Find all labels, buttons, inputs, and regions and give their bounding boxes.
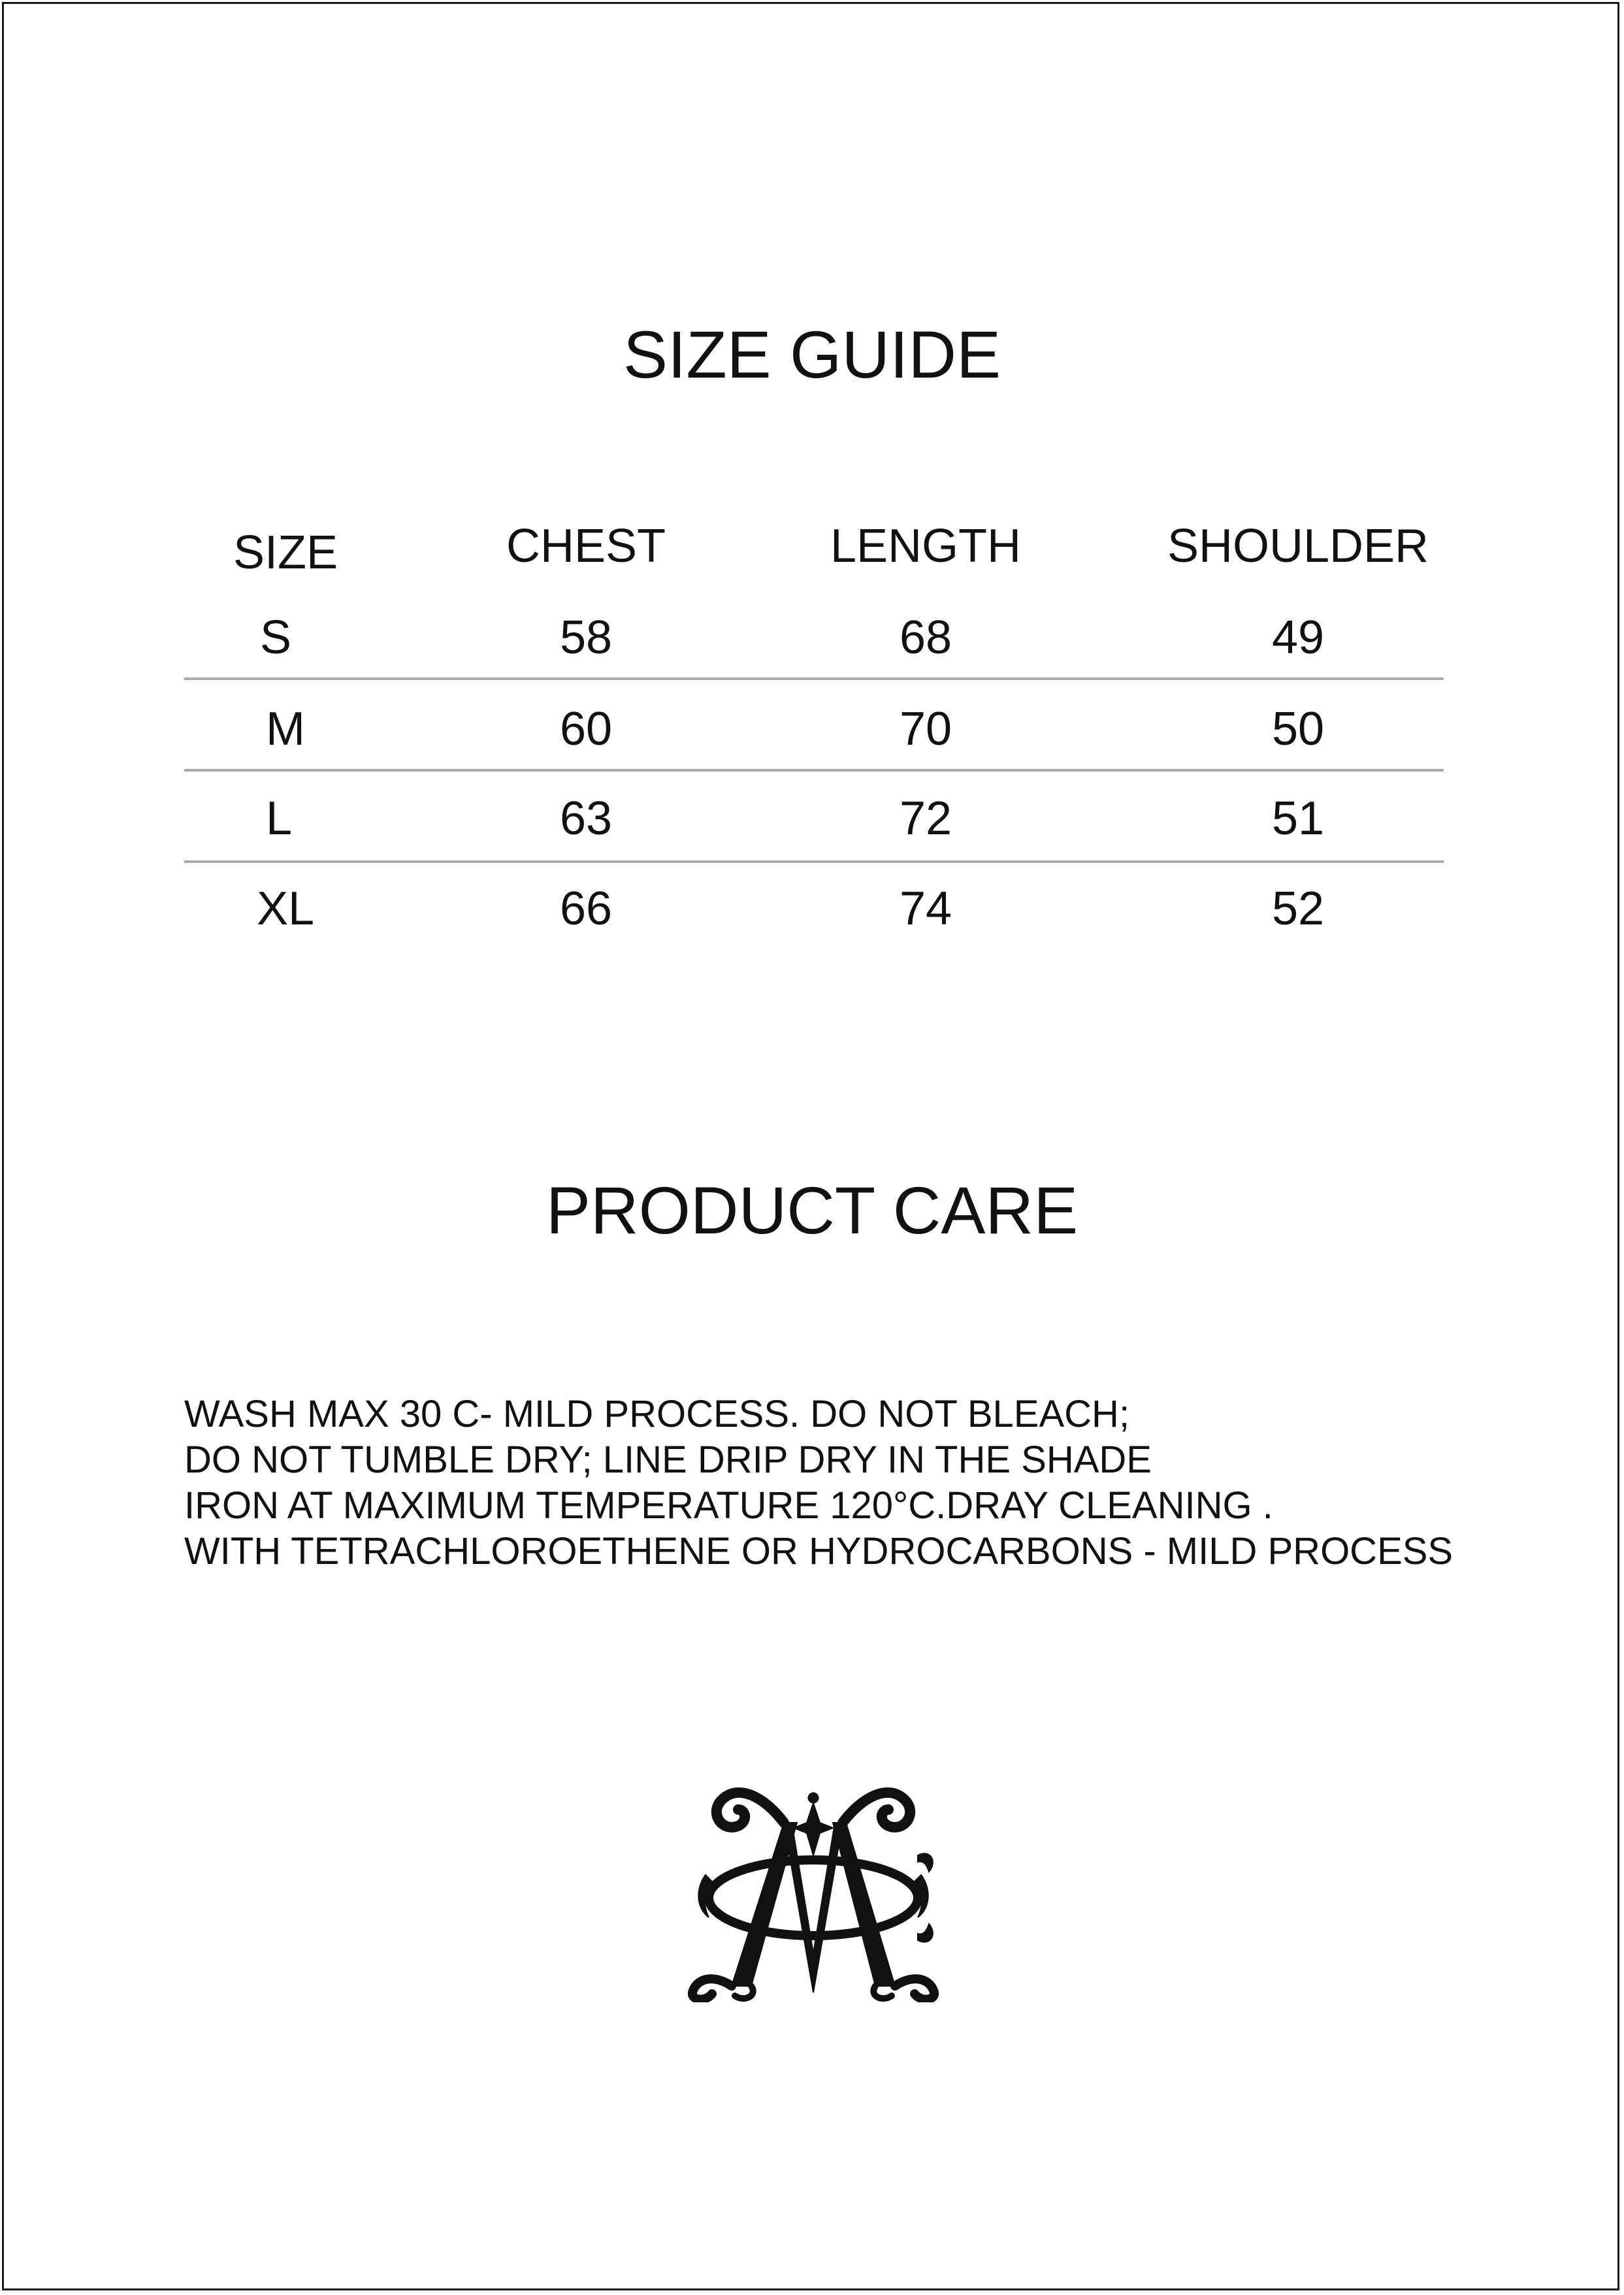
care-instructions [184, 1392, 1589, 1574]
table-cell-shoulder: 49 [1271, 611, 1325, 664]
care-line: IRON AT MAXIMUM TEMPERATURE 120°C.DRAY CLEANING . [184, 1484, 1273, 1527]
table-cell-length: 68 [899, 611, 952, 664]
table-cell-shoulder: 52 [1271, 883, 1325, 935]
table-cell-shoulder: 50 [1271, 703, 1325, 755]
table-cell-chest: 63 [559, 792, 613, 845]
table-cell-length: 74 [899, 883, 952, 935]
care-line: WASH MAX 30 C- MILD PROCESS. DO NOT BLEACH; [184, 1393, 1130, 1435]
table-cell-chest: 60 [559, 703, 613, 755]
table-cell-size: L [265, 792, 293, 845]
column-header-shoulder: SHOULDER [1167, 520, 1429, 572]
column-header-chest: CHEST [506, 520, 666, 572]
table-cell-size: M [266, 703, 305, 755]
size-guide-title: SIZE GUIDE [623, 317, 1001, 392]
monogram-logo-icon [686, 1777, 941, 2002]
row-divider [184, 769, 1444, 772]
care-line: DO NOT TUMBLE DRY; LINE DRIP DRY IN THE SHADE [184, 1439, 1152, 1481]
table-cell-chest: 58 [559, 611, 613, 664]
product-care-title: PRODUCT CARE [545, 1173, 1079, 1248]
table-cell-size: S [259, 611, 292, 664]
table-cell-size: XL [256, 883, 315, 935]
care-line: WITH TETRACHLOROETHENE OR HYDROCARBONS - MILD PROCESS [184, 1530, 1453, 1572]
row-divider [184, 860, 1444, 863]
column-header-length: LENGTH [830, 520, 1022, 572]
column-header-size: SIZE [233, 527, 338, 579]
row-divider [184, 677, 1444, 680]
table-cell-shoulder: 51 [1271, 792, 1325, 845]
table-cell-chest: 66 [559, 883, 613, 935]
table-cell-length: 70 [899, 703, 952, 755]
table-cell-length: 72 [899, 792, 952, 845]
